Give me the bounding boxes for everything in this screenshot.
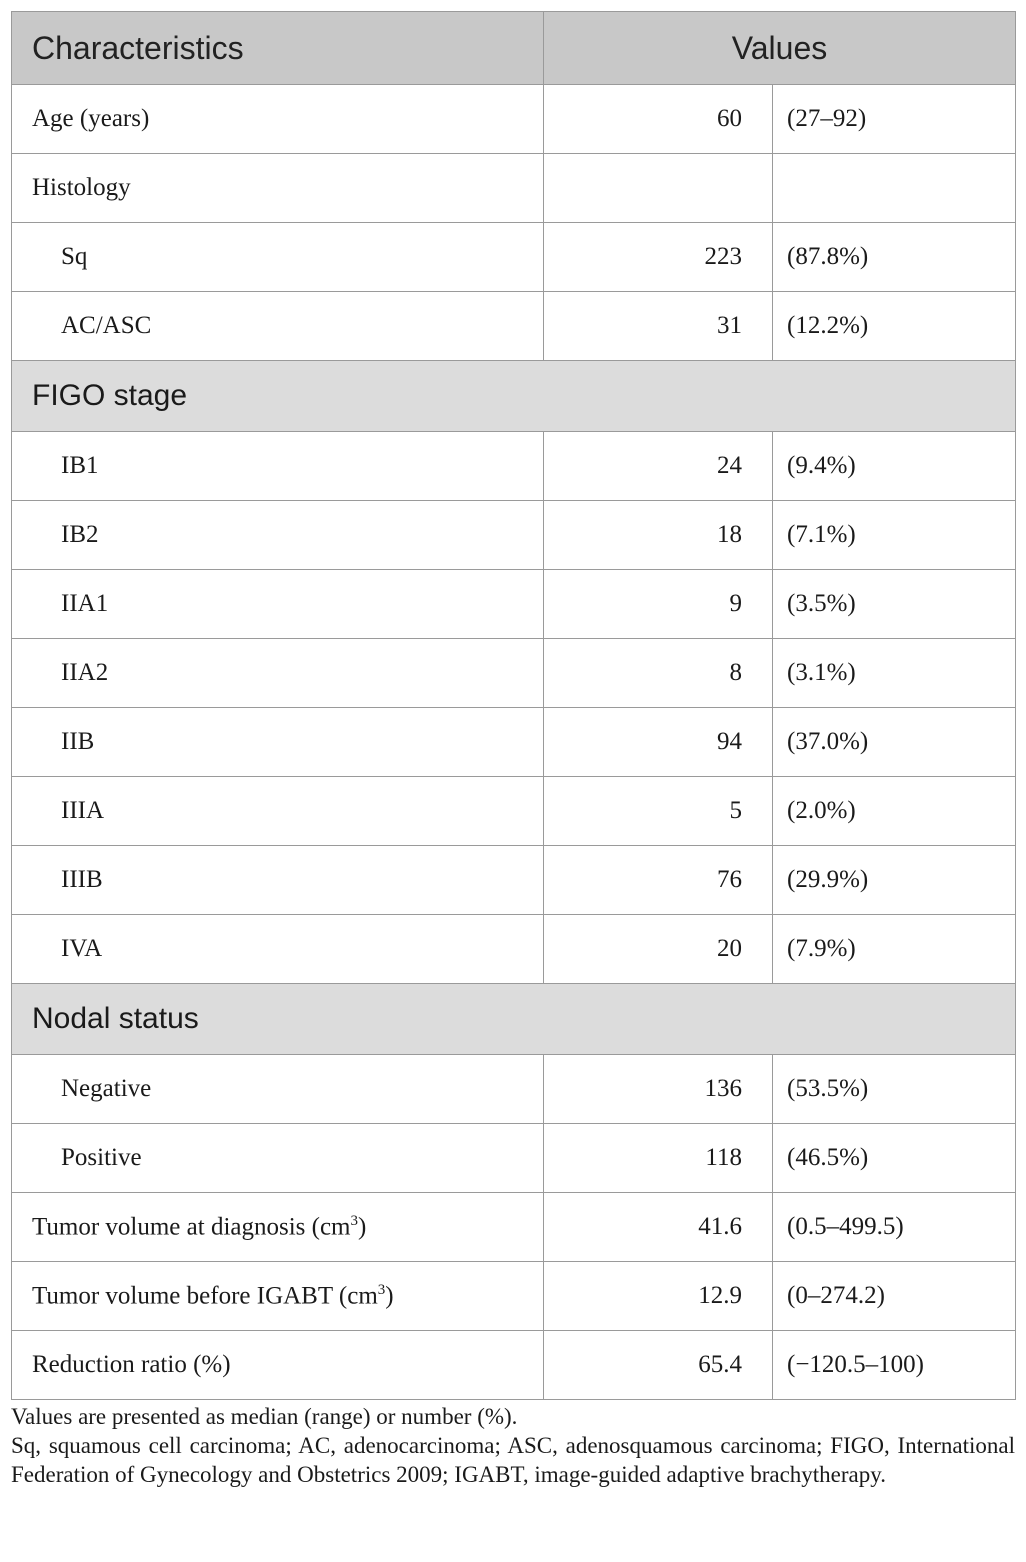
table-row [12,570,1016,639]
row-value: 136 [544,1055,773,1124]
table-row [12,1193,1016,1262]
row-value: 12.9 [544,1262,773,1331]
row-value: 41.6 [544,1193,773,1262]
row-label: IIA1 [12,570,544,639]
table-row [12,154,1016,223]
row-value: 5 [544,777,773,846]
section-row-figo-stage [12,361,1016,432]
row-label [12,1262,544,1331]
row-range: (2.0%) [773,777,1016,846]
row-value: 18 [544,501,773,570]
section-label: FIGO stage [12,361,1016,432]
row-label-close: ) [358,1213,367,1241]
table-row [12,292,1016,361]
row-value: 94 [544,708,773,777]
row-value: 65.4 [544,1331,773,1400]
row-range: (−120.5–100) [773,1331,1016,1400]
header-characteristics: Characteristics [12,12,544,85]
row-value: 76 [544,846,773,915]
superscript: 3 [377,1281,386,1298]
row-value: 24 [544,432,773,501]
row-label: IB2 [12,501,544,570]
row-range: (0–274.2) [773,1262,1016,1331]
row-range: (0.5–499.5) [773,1193,1016,1262]
row-value: 60 [544,85,773,154]
row-label [12,1193,544,1262]
row-label: Reduction ratio (%) [12,1331,544,1400]
table-row [12,915,1016,984]
table-header-row [12,12,1016,85]
table-footnotes [11,1402,1015,1489]
row-label: IIB [12,708,544,777]
row-label: Negative [12,1055,544,1124]
row-range: (87.8%) [773,223,1016,292]
table-row [12,1124,1016,1193]
row-label-close: ) [385,1282,394,1310]
row-range: (9.4%) [773,432,1016,501]
row-label: IB1 [12,432,544,501]
row-label: IVA [12,915,544,984]
superscript: 3 [350,1212,359,1229]
characteristics-table [11,11,1016,1400]
row-value [544,154,773,223]
table-row [12,432,1016,501]
row-range: (53.5%) [773,1055,1016,1124]
row-label: IIIA [12,777,544,846]
row-range: (29.9%) [773,846,1016,915]
row-label: IIIB [12,846,544,915]
row-label: Age (years) [12,85,544,154]
row-range: (37.0%) [773,708,1016,777]
row-range: (3.1%) [773,639,1016,708]
table-row [12,1331,1016,1400]
footnote-abbreviations: Sq, squamous cell carcinoma; AC, adenocarcinoma; ASC, adenosquamous carcinoma; FIGO, International Federation of Gynecology and Obstetrics 2009; IGABT, image-guided adaptive brachytherapy. [11,1433,1015,1487]
table-row [12,1262,1016,1331]
table-row [12,223,1016,292]
footnote-line: Values are presented as median (range) or number (%). [11,1404,518,1429]
table-row [12,708,1016,777]
row-label: Histology [12,154,544,223]
row-value: 20 [544,915,773,984]
row-range: (7.1%) [773,501,1016,570]
header-values: Values [544,12,1016,85]
row-value: 31 [544,292,773,361]
row-label: Sq [12,223,544,292]
section-label: Nodal status [12,984,1016,1055]
table-row [12,501,1016,570]
table-row [12,777,1016,846]
row-label: IIA2 [12,639,544,708]
table-row [12,1055,1016,1124]
row-range: (12.2%) [773,292,1016,361]
row-value: 9 [544,570,773,639]
row-value: 118 [544,1124,773,1193]
section-row-nodal-status [12,984,1016,1055]
row-range: (3.5%) [773,570,1016,639]
row-label-text: Tumor volume before IGABT (cm [32,1282,378,1310]
row-range [773,154,1016,223]
table-row [12,639,1016,708]
row-value: 8 [544,639,773,708]
table-row [12,85,1016,154]
characteristics-table-wrapper [11,11,1015,1400]
row-label: AC/ASC [12,292,544,361]
row-range: (46.5%) [773,1124,1016,1193]
row-label: Positive [12,1124,544,1193]
row-range: (7.9%) [773,915,1016,984]
row-range: (27–92) [773,85,1016,154]
table-row [12,846,1016,915]
row-value: 223 [544,223,773,292]
row-label-text: Tumor volume at diagnosis (cm [32,1213,351,1241]
